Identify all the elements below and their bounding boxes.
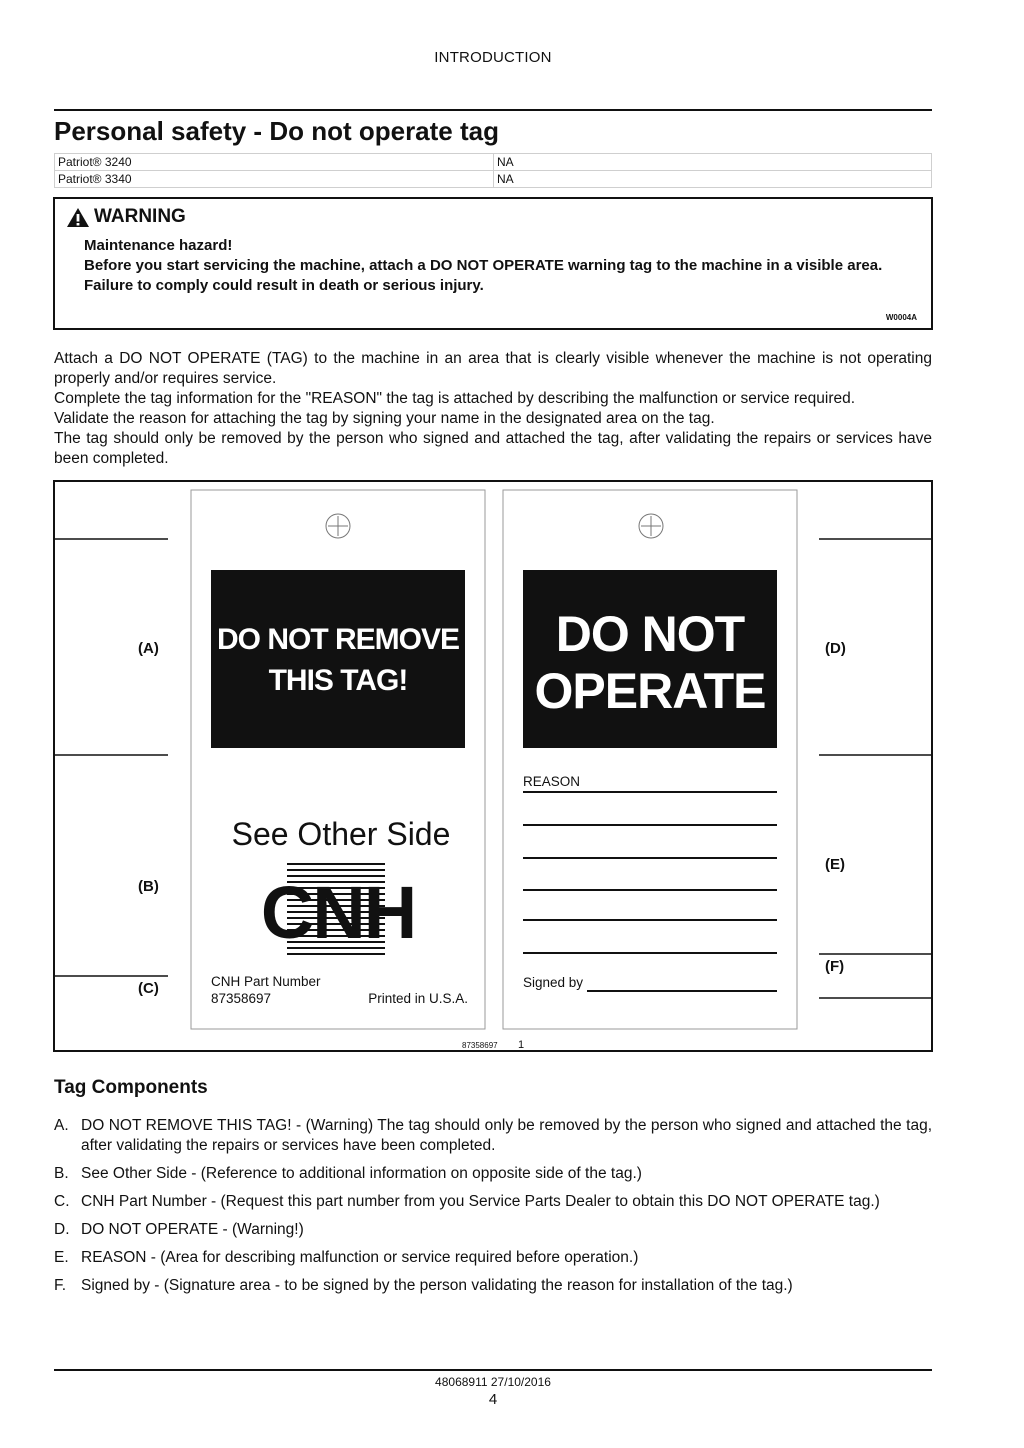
item-text: Signed by - (Signature area - to be signed by the person validating the reason for installation of the tag.)	[81, 1277, 793, 1294]
callout-a: (A)	[138, 640, 159, 657]
part-number-value: 87358697	[211, 991, 272, 1006]
model-value: NA	[494, 154, 932, 171]
item-letter: F.	[54, 1277, 67, 1294]
left-tag-header-line1: DO NOT REMOVE	[216, 623, 460, 656]
figure-code: 87358697	[462, 1041, 498, 1050]
top-rule	[54, 109, 932, 111]
signed-by-label: Signed by	[523, 975, 584, 990]
right-tag-header-line2: OPERATE	[534, 663, 766, 719]
bottom-rule	[54, 1369, 932, 1371]
body-paragraph: Attach a DO NOT OPERATE (TAG) to the machine in an area that is clearly visible whenever the machine is not operating properly and/or requires service.	[54, 350, 932, 387]
list-item	[54, 1248, 932, 1268]
right-tag-header-line1: DO NOT	[555, 606, 745, 662]
warning-heading	[66, 206, 186, 228]
warning-line: Maintenance hazard!	[84, 237, 233, 254]
table-row	[55, 171, 932, 188]
warning-line: Failure to comply could result in death or serious injury.	[84, 277, 484, 294]
callout-d: (D)	[825, 640, 846, 657]
printed-in: Printed in U.S.A.	[368, 991, 468, 1006]
model-name: Patriot® 3340	[55, 171, 494, 188]
item-text: DO NOT REMOVE THIS TAG! - (Warning) The tag should only be removed by the person who signed and attached the tag, after validating the repairs or services have been completed.	[81, 1117, 932, 1154]
warning-triangle-icon	[66, 207, 90, 228]
callout-b: (B)	[138, 878, 159, 895]
item-letter: A.	[54, 1117, 69, 1134]
page-number: 4	[488, 1391, 498, 1408]
list-item	[54, 1164, 932, 1184]
section-title: Tag Components	[54, 1077, 208, 1098]
callout-c: (C)	[138, 980, 159, 997]
reason-label: REASON	[523, 774, 581, 789]
item-text: CNH Part Number - (Request this part number from you Service Parts Dealer to obtain this DO NOT OPERATE tag.)	[81, 1193, 880, 1210]
body-paragraph: The tag should only be removed by the person who signed and attached the tag, after validating the repairs or services have been completed.	[54, 430, 932, 467]
list-item	[54, 1116, 932, 1156]
body-paragraph: Complete the tag information for the "REASON" the tag is attached by describing the malfunction or service required.	[54, 390, 856, 407]
model-name: Patriot® 3240	[55, 154, 494, 171]
warning-box	[53, 197, 933, 330]
cnh-logo	[261, 864, 415, 954]
components-list	[54, 1116, 932, 1304]
tag-illustration	[55, 482, 931, 1050]
item-letter: E.	[54, 1249, 69, 1266]
item-letter: C.	[54, 1193, 70, 1210]
see-other-side: See Other Side	[231, 816, 451, 852]
table-row	[55, 154, 932, 171]
list-item	[54, 1192, 932, 1212]
warning-line: Before you start servicing the machine, attach a DO NOT OPERATE warning tag to the machine in a visible area.	[84, 257, 883, 274]
left-tag	[191, 490, 485, 1029]
warning-text	[84, 236, 919, 296]
item-letter: D.	[54, 1221, 70, 1238]
cnh-logo-text: CNH	[260, 871, 416, 954]
body-text	[54, 349, 932, 469]
grommet-icon	[639, 514, 663, 538]
right-tag	[503, 490, 797, 1029]
tag-figure	[53, 480, 933, 1052]
model-table	[54, 153, 932, 188]
callout-e: (E)	[825, 856, 845, 873]
figure-number: 1	[518, 1039, 525, 1051]
warning-label: WARNING	[94, 206, 186, 227]
model-value: NA	[494, 171, 932, 188]
footer-doc-id: 48068911 27/10/2016	[435, 1375, 551, 1389]
page-title: Personal safety - Do not operate tag	[54, 116, 499, 146]
item-text: See Other Side - (Reference to additional information on opposite side of the tag.)	[81, 1165, 642, 1182]
callout-lines	[55, 539, 931, 998]
list-item	[54, 1220, 932, 1240]
left-tag-header-line2: THIS TAG!	[268, 664, 408, 697]
callout-f: (F)	[825, 958, 845, 975]
item-letter: B.	[54, 1165, 69, 1182]
body-paragraph: Validate the reason for attaching the tag by signing your name in the designated area on the tag.	[54, 410, 715, 427]
section-header: INTRODUCTION	[434, 49, 552, 66]
item-text: REASON - (Area for describing malfunction or service required before operation.)	[81, 1249, 639, 1266]
list-item	[54, 1276, 932, 1296]
warning-code: W0004A	[885, 313, 917, 322]
grommet-icon	[326, 514, 350, 538]
part-number-label: CNH Part Number	[211, 974, 321, 989]
item-text: DO NOT OPERATE - (Warning!)	[81, 1221, 304, 1238]
